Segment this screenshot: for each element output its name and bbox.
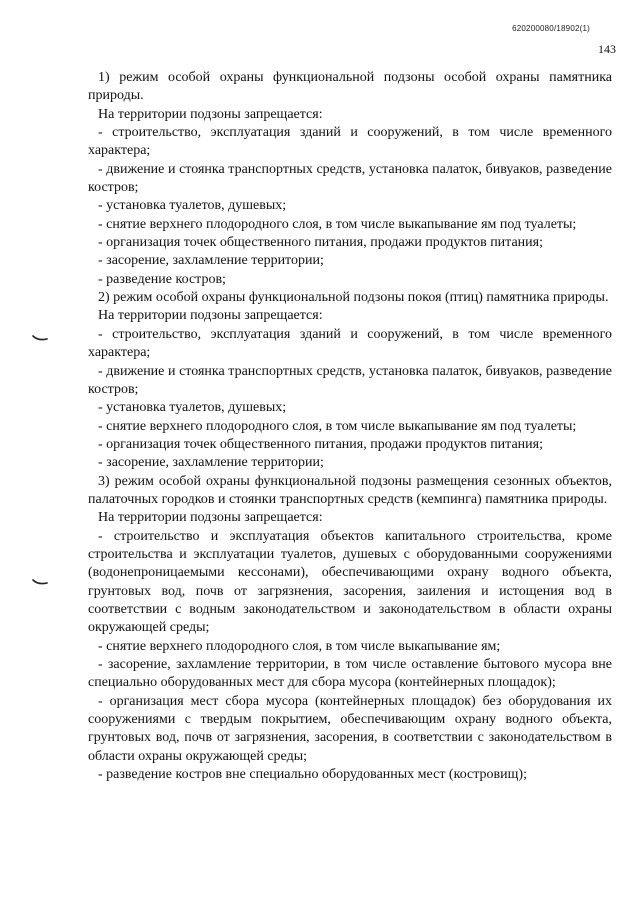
list-item: - снятие верхнего плодородного слоя, в том числе выкапывание ям под туалеты; [98,216,577,232]
list-item: - засорение, захламление территории, в том числе оставление бытового мусора вне специально оборудованных мест для сбора мусора (контейнерных площадок); [88,657,612,691]
paragraph: На территории подзоны запрещается: [98,510,323,526]
handwritten-tick-icon [32,334,48,342]
list-item: - строительство, эксплуатация зданий и сооружений, в том числе временного характера; [88,326,612,361]
list-item: - установка туалетов, душевых; [98,400,287,416]
paragraph: 1) режим особой охраны функциональной подзоны особой охраны памятника природы. [88,70,612,104]
paragraph: На территории подзоны запрещается: [98,106,323,122]
paragraph: 3) режим особой охраны функциональной подзоны размещения сезонных объектов, палаточных городков и стоянки транспортных средств (кемпинга) памятника природы. [88,473,612,507]
list-item: - организация мест сбора мусора (контейнерных площадок) без оборудования их сооружениями с твердым покрытием, обеспечивающим охрану водного объекта, грунтовых вод, почв от загрязнения, засорения, в соответствии с законодательством в области охраны окружающей среды; [88,693,612,764]
list-item: - засорение, захламление территории; [98,455,324,471]
list-item: - разведение костров вне специально оборудованных мест (костровищ); [98,767,527,783]
document-id: 620200080/18902(1) [512,24,590,33]
list-item: - строительство и эксплуатация объектов капитального строительства, кроме строительства и эксплуатации туалетов, душевых с оборудованными сооружениями (водонепроницаемыми кессонами), обеспечивающими охрану водного объекта, грунтовых вод, почв от загрязнения, засорения, заиления и истощения вод в соответствии с водным законодательством и законодательством в области охраны окружающей среды; [88,528,612,636]
list-item: - движение и стоянка транспортных средств, установка палаток, бивуаков, разведение костров; [88,161,612,196]
list-item: - снятие верхнего плодородного слоя, в том числе выкапывание ям; [98,638,501,654]
list-item: - засорение, захламление территории; [98,253,324,269]
list-item: - строительство, эксплуатация зданий и сооружений, в том числе временного характера; [88,125,612,159]
handwritten-tick-icon [32,578,48,586]
document-body [88,69,612,784]
list-item: - организация точек общественного питания, продажи продуктов питания; [98,235,543,251]
paragraph: На территории подзоны запрещается: [98,308,323,324]
list-item: - снятие верхнего плодородного слоя, в том числе выкапывание ям под туалеты; [98,418,577,434]
page-number: 143 [598,42,616,56]
list-item: - установка туалетов, душевых; [98,198,287,214]
paragraph: 2) режим особой охраны функциональной подзоны покоя (птиц) памятника природы. [98,290,609,306]
list-item: - движение и стоянка транспортных средств, установка палаток, бивуаков, разведение костров; [88,363,612,397]
list-item: - разведение костров; [98,271,226,287]
list-item: - организация точек общественного питания, продажи продуктов питания; [98,436,543,452]
